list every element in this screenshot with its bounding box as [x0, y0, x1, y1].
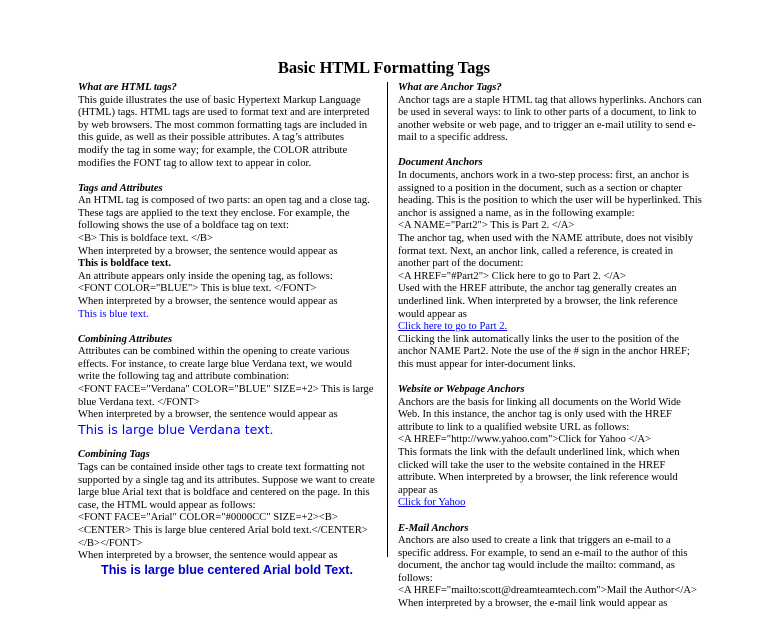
bold-sample-text: This is boldface text.	[78, 258, 171, 270]
yahoo-link[interactable]: Click for Yahoo	[398, 497, 466, 509]
section-combining-tags	[78, 449, 376, 577]
code-example: <A HREF="#Part2"> Click here to go to Part 2. </A>	[398, 270, 627, 282]
section-tags-and-attributes	[78, 183, 376, 322]
code-example: <A NAME="Part2"> This is Part 2. </A>	[398, 220, 575, 232]
paragraph: When interpreted by a browser, the sentence would appear as	[78, 409, 338, 421]
section-heading: Tags and Attributes	[78, 182, 163, 194]
code-example: <A HREF="mailto:scott@dreamteamtech.com">Mail the Author</A>	[398, 585, 697, 597]
right-column	[398, 82, 702, 623]
code-example: <FONT FACE="Verdana" COLOR="BLUE" SIZE=+2> This is large blue Verdana text. </FONT>	[78, 384, 374, 408]
paragraph: An attribute appears only inside the opening tag, as follows:	[78, 270, 333, 282]
paragraph: Clicking the link automatically links the user to the position of the anchor NAME Part2. Note the use of the # sign in the anchor HREF; this must appear for inter-document links.	[398, 333, 690, 370]
verdana-sample-text: This is large blue Verdana text.	[78, 421, 274, 437]
paragraph: Anchor tags are a staple HTML tag that allows hyperlinks. Anchors can be used in several ways: to link to other parts of a document, to link to another website or web page, and to trigger an e-mail utility to send e-mail to a specific address.	[398, 94, 702, 144]
part2-link[interactable]: Click here to go to Part 2.	[398, 321, 508, 333]
paragraph: This formats the link with the default underlined link, which when clicked will take the user to the website contained in the HREF attribute. When interpreted by a browser, the link reference would appear as	[398, 447, 680, 496]
paragraph: The anchor tag, when used with the NAME attribute, does not visibly format text. Next, an anchor link, called a reference, is created in another part of the document:	[398, 233, 694, 270]
column-divider	[387, 82, 388, 557]
section-heading: Website or Webpage Anchors	[398, 384, 525, 396]
section-website-anchors	[398, 384, 702, 510]
section-heading: Combining Tags	[78, 449, 150, 461]
paragraph: When interpreted by a browser, the sentence would appear as	[78, 550, 338, 562]
page-title: Basic HTML Formatting Tags	[277, 58, 491, 77]
paragraph: When interpreted by a browser, the sentence would appear as	[78, 245, 338, 257]
paragraph: An HTML tag is composed of two parts: an open tag and a close tag. These tags are applied to the text they enclose. For example, the following shows the use of a boldface tag on text:	[78, 195, 370, 232]
section-heading: Document Anchors	[398, 157, 483, 169]
paragraph: This guide illustrates the use of basic Hypertext Markup Language (HTML) tags. HTML tags are used to format text and are interpreted by web browsers. The most common formatting tags are included in this guide, as well as their possible attributes. A tag’s attributes modify the tag in some way; for example, the COLOR attribute modifies the FONT tag to allow text to appear in color.	[78, 94, 370, 169]
section-what-are-anchor-tags	[398, 82, 702, 145]
code-example: <A HREF="http://www.yahoo.com">Click for Yahoo </A>	[398, 434, 651, 446]
code-example: <FONT FACE="Arial" COLOR="#0000CC" SIZE=+2><B><CENTER> This is large blue centered Arial bold text.</CENTER></B></FONT>	[78, 512, 368, 549]
paragraph: Anchors are also used to create a link that triggers an e-mail to a specific address. For example, to send an e-mail to the author of this document, the anchor tag would include the mailto: command, as follows:	[398, 535, 688, 584]
paragraph: Tags can be contained inside other tags to create text formatting not supported by a single tag and its attributes. Suppose we want to create large blue Arial text that is boldface and centered on the page. In this case, the HTML would appear as follows:	[78, 461, 375, 511]
section-what-are-html-tags	[78, 82, 376, 170]
code-example: <FONT COLOR="BLUE"> This is blue text. </FONT>	[78, 283, 317, 295]
arial-bold-sample-text: This is large blue centered Arial bold Text.	[101, 562, 353, 577]
paragraph: Used with the HREF attribute, the anchor tag generally creates an underlined link. When interpreted by a browser, the link reference would appear as	[398, 283, 678, 320]
section-heading: E-Mail Anchors	[398, 522, 469, 534]
section-heading: Combining Attributes	[78, 333, 173, 345]
code-example: <B> This is boldface text. </B>	[78, 233, 213, 245]
section-document-anchors	[398, 157, 702, 371]
blue-sample-text: This is blue text.	[78, 308, 149, 320]
paragraph: When interpreted by a browser, the sentence would appear as	[78, 296, 338, 307]
section-email-anchors	[398, 523, 702, 611]
section-heading: What are Anchor Tags?	[398, 82, 502, 93]
section-heading: What are HTML tags?	[78, 82, 177, 93]
paragraph: Anchors are the basis for linking all documents on the World Wide Web. In this instance, the anchor tag is only used with the HREF attribute to link to a qualified website URL as follows:	[398, 396, 681, 433]
paragraph: Attributes can be combined within the opening to create various effects. For instance, to create large blue Verdana text, we would write the following tag and attribute combination:	[78, 346, 352, 383]
left-column	[78, 82, 376, 590]
paragraph: In documents, anchors work in a two-step process: first, an anchor is assigned to a position in the document, such as a section or chapter heading. This is the position to which the user will be hyperlinked. This anchor is assigned a name, as in the following example:	[398, 170, 702, 219]
paragraph: When interpreted by a browser, the e-mail link would appear as	[398, 598, 668, 610]
section-combining-attributes	[78, 334, 376, 437]
